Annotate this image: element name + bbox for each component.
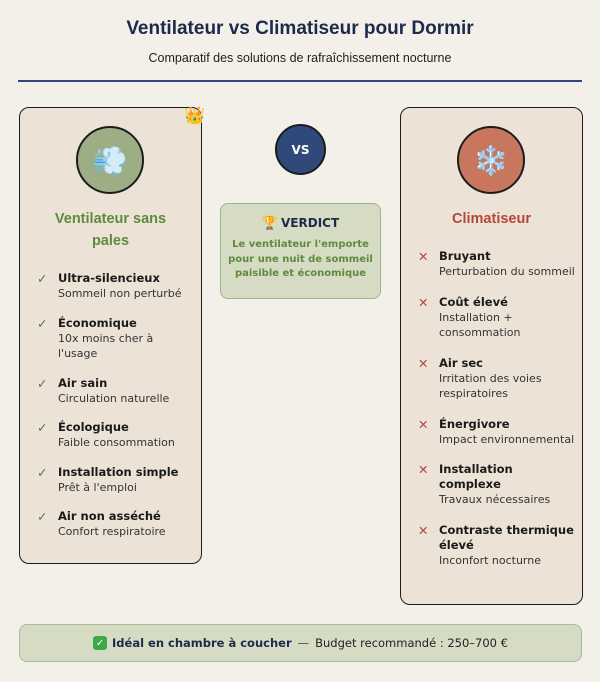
check-box-icon: ✓ xyxy=(93,636,107,650)
item-title: Air non asséché xyxy=(58,509,161,523)
verdict-text: Le ventilateur l'emporte pour une nuit de sommeil paisible et économique xyxy=(228,239,373,279)
list-item xyxy=(417,356,576,402)
wind-icon: 💨 xyxy=(76,126,144,194)
check-icon: ✓ xyxy=(37,375,48,391)
item-description: Installation + consommation xyxy=(439,310,521,339)
item-title: Contraste thermique élevé xyxy=(439,522,574,552)
item-description: Faible consommation xyxy=(58,436,175,449)
check-icon: ✓ xyxy=(37,464,48,480)
list-item xyxy=(36,420,195,451)
item-description: Confort respiratoire xyxy=(58,525,166,538)
trophy-icon: 🏆 xyxy=(261,216,279,231)
verdict-title: VERDICT xyxy=(281,216,340,230)
item-description: Irritation des voies respiratoires xyxy=(439,371,542,400)
item-description: Sommeil non perturbé xyxy=(58,287,182,300)
ac-cons-list xyxy=(417,249,576,583)
cross-icon: ✕ xyxy=(418,294,429,310)
list-item xyxy=(36,509,195,540)
cross-icon: ✕ xyxy=(418,355,429,371)
item-title: Écologique xyxy=(58,420,129,434)
check-icon: ✓ xyxy=(37,420,48,435)
item-title: Ultra-silencieux xyxy=(58,271,160,285)
fan-card-title: Ventilateur sans pales xyxy=(54,211,167,249)
list-item xyxy=(417,523,576,569)
list-item xyxy=(417,417,576,448)
ac-card-title: Climatiseur xyxy=(452,211,531,227)
item-title: Air sain xyxy=(58,375,108,390)
check-icon: ✓ xyxy=(37,509,48,524)
cross-icon: ✕ xyxy=(418,416,429,432)
item-title: Bruyant xyxy=(439,249,491,263)
snowflake-icon: ❄️ xyxy=(457,126,525,194)
check-icon: ✓ xyxy=(37,271,48,286)
item-title: Économique xyxy=(58,315,137,330)
item-description: Prêt à l'emploi xyxy=(58,480,137,494)
footer-banner xyxy=(19,624,582,662)
item-title: Coût élevé xyxy=(439,294,508,309)
item-description: Impact environnemental xyxy=(439,432,575,446)
list-item xyxy=(417,249,576,280)
cross-icon: ✕ xyxy=(418,522,429,538)
verdict-box xyxy=(220,203,381,299)
list-item xyxy=(36,316,195,362)
fan-card xyxy=(19,107,202,564)
item-title: Installation complexe xyxy=(439,462,513,491)
list-item xyxy=(36,271,195,302)
page-subtitle: Comparatif des solutions de rafraîchissement nocturne xyxy=(148,51,452,65)
item-title: Air sec xyxy=(439,355,483,370)
vs-badge: VS xyxy=(275,124,326,175)
footer-highlight: Idéal en chambre à coucher xyxy=(112,636,292,650)
item-description: Perturbation du sommeil xyxy=(439,265,575,278)
list-item xyxy=(36,465,195,496)
item-title: Installation simple xyxy=(58,464,179,479)
footer-separator: — xyxy=(297,636,310,650)
list-item xyxy=(36,376,195,407)
verdict-heading xyxy=(221,216,380,231)
list-item xyxy=(417,295,576,341)
footer-budget: Budget recommandé : 250–700 € xyxy=(315,636,508,650)
list-item xyxy=(417,462,576,508)
ac-card xyxy=(400,107,583,605)
item-description: Circulation naturelle xyxy=(58,391,170,405)
fan-pros-list xyxy=(36,271,195,554)
check-icon: ✓ xyxy=(37,315,48,331)
crown-icon: 👑 xyxy=(184,106,206,126)
cross-icon: ✕ xyxy=(418,249,429,264)
item-description: 10x moins cher à l'usage xyxy=(58,331,154,360)
header-divider xyxy=(18,80,582,82)
page-title: Ventilateur vs Climatiseur pour Dormir xyxy=(126,18,474,39)
item-description: Inconfort nocturne xyxy=(439,553,542,567)
item-title: Énergivore xyxy=(439,416,510,431)
item-description: Travaux nécessaires xyxy=(439,493,551,506)
cross-icon: ✕ xyxy=(418,462,429,477)
